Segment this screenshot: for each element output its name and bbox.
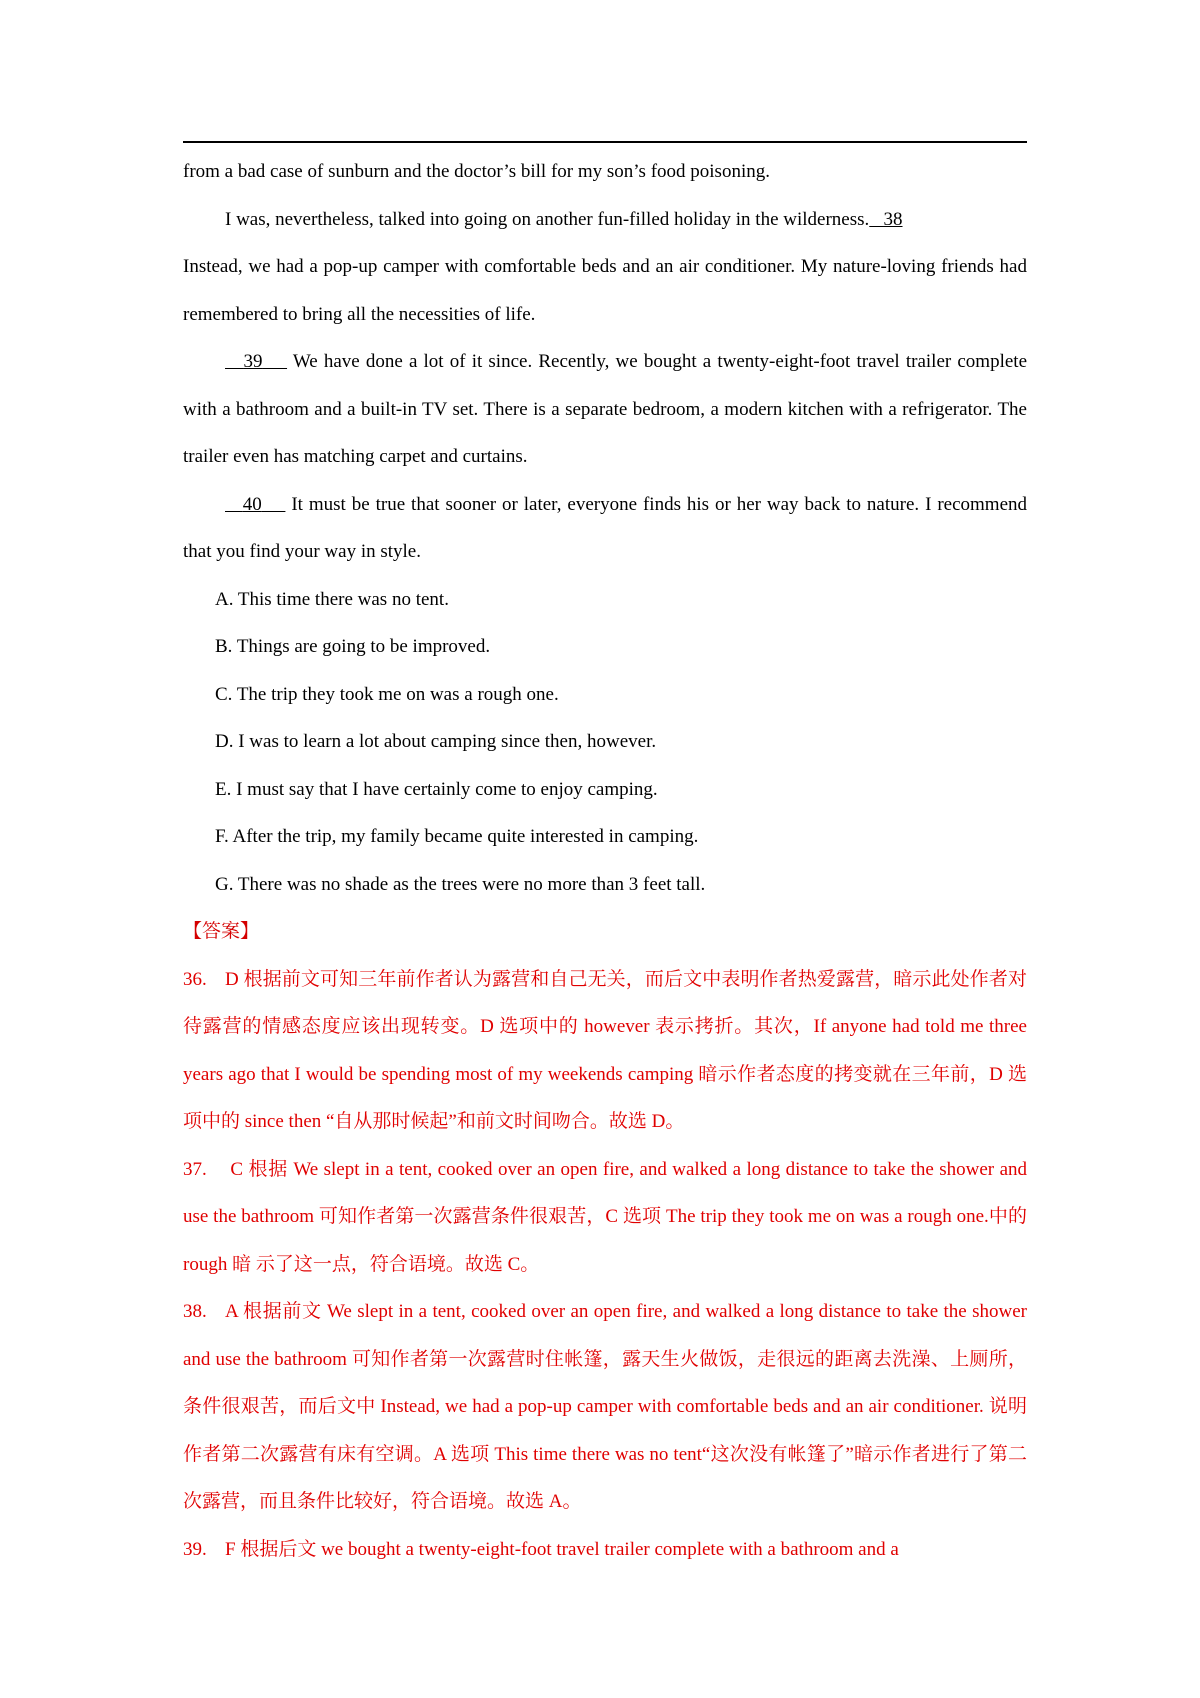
option-f: F. After the trip, my family became quite interested in camping. xyxy=(215,826,699,847)
answer-heading: 【答案】 xyxy=(183,921,260,942)
option-e: E. I must say that I have certainly come to enjoy camping. xyxy=(215,778,658,800)
option-g: G. There was no shade as the trees were no more than 3 feet tall. xyxy=(215,873,706,895)
passage-continued-line: from a bad case of sunburn and the doctor’s bill for my son’s food poisoning. xyxy=(183,161,770,182)
passage-paragraph-40 xyxy=(183,481,1027,576)
passage-paragraph-39 xyxy=(183,338,1027,481)
option-a: A. This time there was no tent. xyxy=(215,588,449,610)
passage-paragraph-38 xyxy=(183,196,1027,339)
header-rule xyxy=(183,141,1027,143)
option-b: B. Things are going to be improved. xyxy=(215,636,491,657)
answer-36-text: D 根据前文可知三年前作者认为露营和自己无关，而后文中表明作者热爱露营，暗示此处作者对待露营的情感态度应该出现转变。D 选项中的 however 表示拷折。其次，If anyone had told me three years ago that I would be spending most of my weekends camping 暗示作者态度的拷变就在三年前，D 选项中的 since then “自从那时候起”和前文时间吻合。故选 D。 xyxy=(183,968,1027,1132)
answer-38-number: 38. xyxy=(183,1301,207,1322)
document-body xyxy=(183,148,1027,1573)
answer-39-number: 39. xyxy=(183,1538,207,1560)
answer-39-text: F 根据后文 we bought a twenty-eight-foot travel trailer complete with a bathroom and a xyxy=(225,1538,899,1560)
paragraph-38-text: I was, nevertheless, talked into going on another fun-filled holiday in the wilderness. xyxy=(225,208,870,230)
answer-37 xyxy=(183,1146,1027,1289)
answer-38-text: A 根据前文 We slept in a tent, cooked over an open fire, and walked a long distance to take the shower and use the bathroom 可知作者第一次露营时住帐篷，露天生火做饭，走很远的距离去洗澡、上厕所，条件很艰苦，而后文中 Instead, we had a pop-up camper with comfortable beds and an air conditioner. 说明作者第二次露营有床有空调。A 选项 This time there was no tent“这次没有帐篷了”暗示作者进行了第二次露营，而且条件比较好，符合语境。故选 A。 xyxy=(183,1301,1027,1512)
paragraph-39-text: We have done a lot of it since. Recently, we bought a twenty-eight-foot travel trailer complete with a bathroom and a built-in TV set. There is a separate bedroom, a modern kitchen with a refrigerator. The trailer even has matching carpet and curtains. xyxy=(183,351,1027,467)
blank-39: 39 xyxy=(243,351,263,372)
paragraph-38-rest: Instead, we had a pop-up camper with comfortable beds and an air conditioner. My nature-loving friends had remembered to bring all the necessities of life. xyxy=(183,256,1027,325)
answer-38 xyxy=(183,1288,1027,1526)
answer-39 xyxy=(183,1526,1027,1574)
answer-36-number: 36. xyxy=(183,968,207,990)
blank-38: 38 xyxy=(883,208,903,230)
answer-37-text: C 根据 We slept in a tent, cooked over an open fire, and walked a long distance to take the shower and use the bathroom 可知作者第一次露营条件很艰苦，C 选项 The trip they took me on was a rough one.中的 rough 暗 示了这一点，符合语境。故选 C。 xyxy=(183,1158,1027,1275)
option-c: C. The trip they took me on was a rough one. xyxy=(215,683,559,705)
answer-37-number: 37. xyxy=(183,1158,207,1180)
blank-40: 40 xyxy=(242,493,262,515)
paragraph-40-text: It must be true that sooner or later, everyone finds his or her way back to nature. I recommend that you find your way in style. xyxy=(183,493,1028,562)
answer-36 xyxy=(183,956,1027,1146)
option-d: D. I was to learn a lot about camping since then, however. xyxy=(215,731,657,752)
